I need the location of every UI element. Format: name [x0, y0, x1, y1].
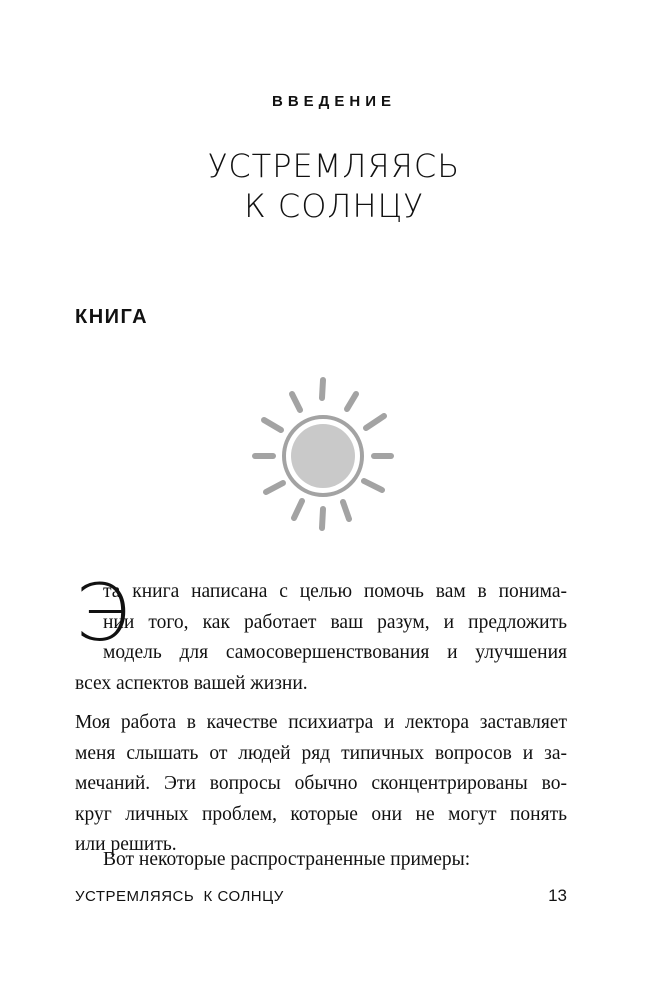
page-number: 13 [548, 886, 567, 905]
paragraph-line: та книга написана с целью помочь вам в понима- [103, 581, 567, 602]
running-title: УСТРЕМЛЯЯСЬ К СОЛНЦУ [75, 888, 284, 905]
chapter-title [0, 146, 668, 226]
paragraph-line: всех аспектов вашей жизни. [75, 672, 308, 694]
chapter-title-line-2: К СОЛНЦУ [244, 187, 424, 225]
sun-core [291, 424, 355, 488]
paragraph-work [75, 708, 567, 861]
paragraph-intro [75, 569, 567, 699]
paragraph-line: нии того, как работает ваш разум, и предложить [103, 611, 567, 633]
drop-cap: Э [75, 569, 130, 659]
chapter-title-line-1: УСТРЕМЛЯЯСЬ [207, 147, 461, 185]
section-label: ВВЕДЕНИЕ [272, 93, 396, 110]
paragraph-line: или решить. [75, 834, 177, 855]
paragraph-examples: Вот некоторые распространенные примеры: [103, 849, 471, 870]
sun-icon [245, 372, 395, 536]
paragraph-line: Моя работа в качестве психиатра и лектора заставляет [75, 712, 567, 733]
paragraph-line: меня слышать от людей ряд типичных вопросов и за- [75, 742, 567, 764]
paragraph-line: мечаний. Эти вопросы обычно сконцентрированы во- [75, 773, 567, 794]
paragraph-line: модель для самосовершенствования и улучшения [103, 642, 567, 663]
section-subheading: КНИГА [75, 306, 149, 328]
paragraph-line: круг личных проблем, которые они не могут понять [75, 803, 567, 825]
